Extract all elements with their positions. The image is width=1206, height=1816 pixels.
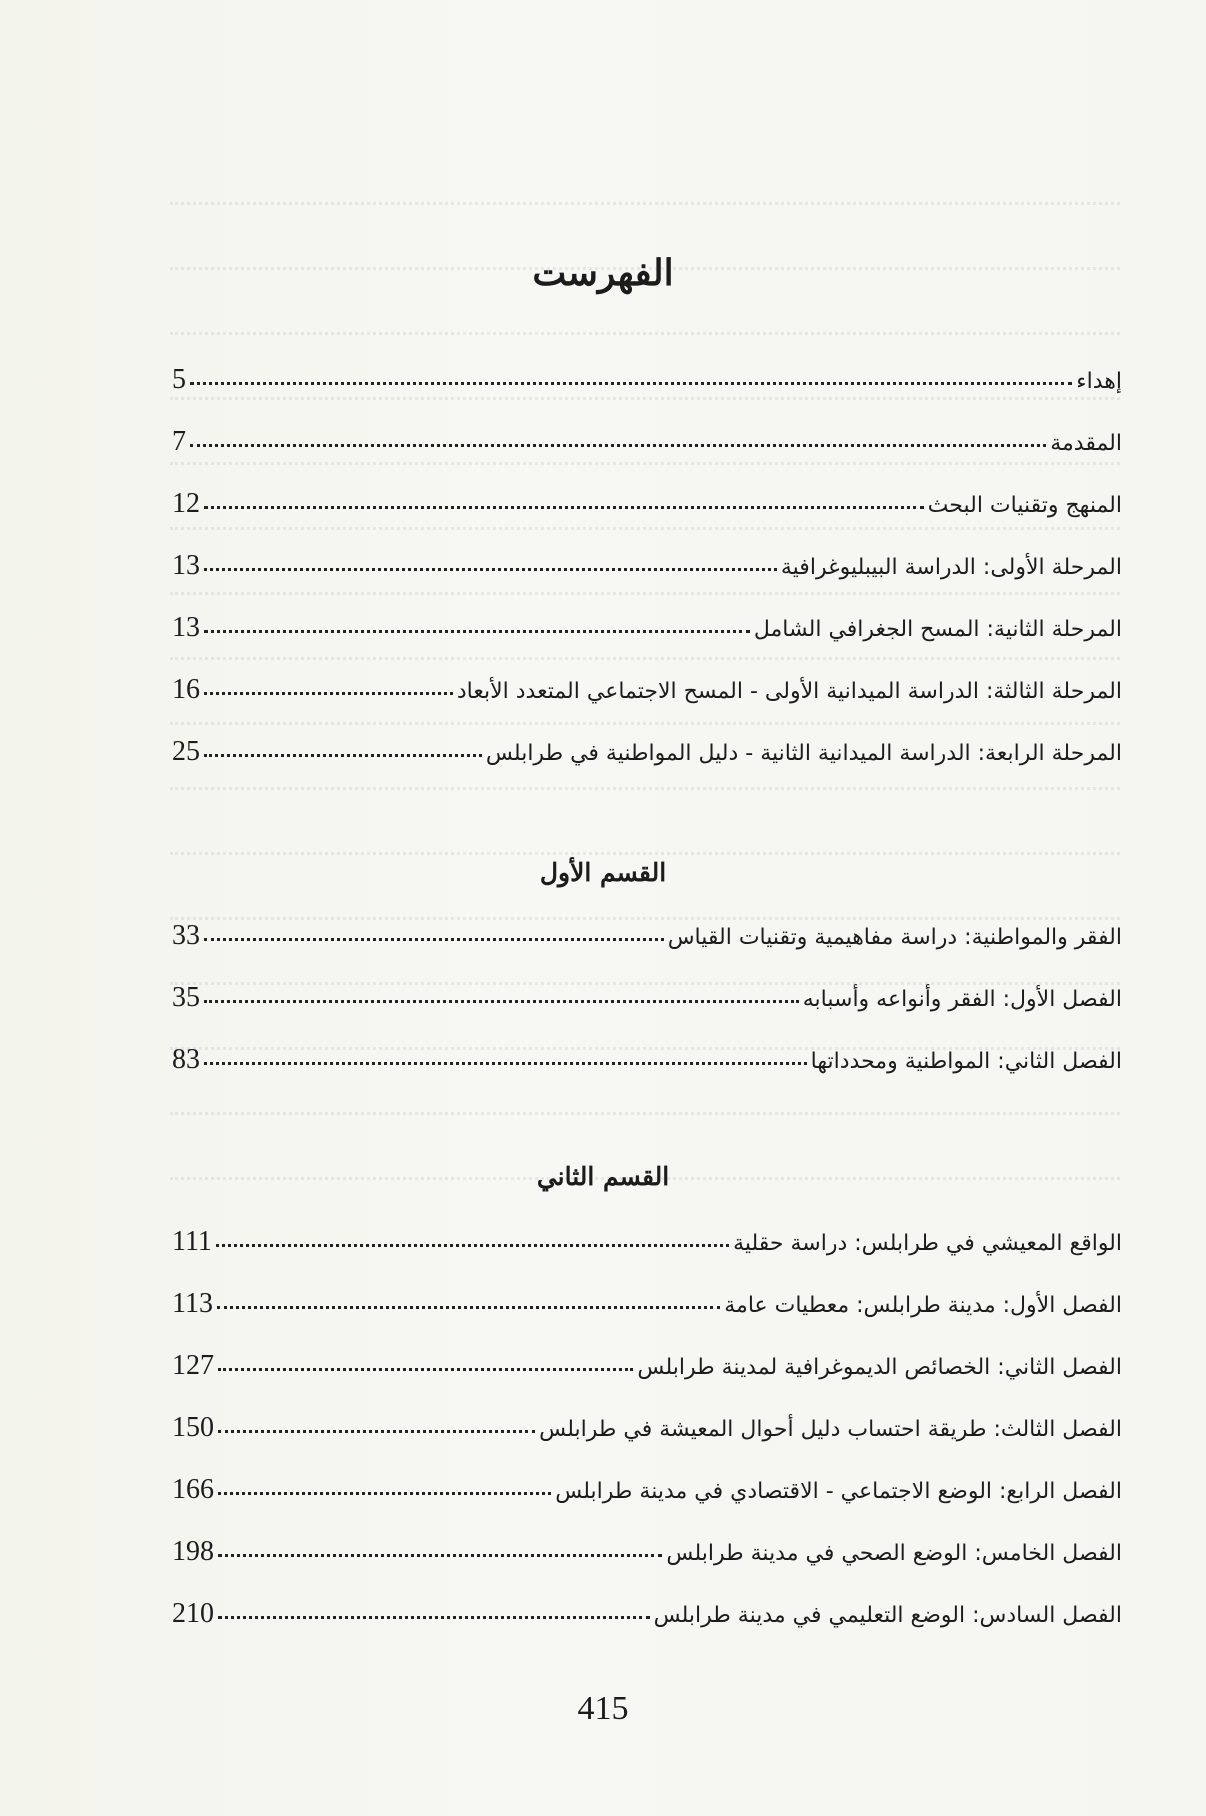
toc-entry-title: الفصل السادس: الوضع التعليمي في مدينة طرابلس <box>653 1603 1122 1628</box>
toc-entry-page: 25 <box>172 736 200 767</box>
toc-entry-page: 83 <box>172 1044 200 1075</box>
toc-entry-page: 198 <box>172 1536 214 1567</box>
toc-entry-title: المقدمة <box>1050 431 1122 456</box>
toc-entry <box>172 1536 1122 1598</box>
toc-entry-title: الواقع المعيشي في طرابلس: دراسة حقلية <box>733 1231 1122 1256</box>
dot-leader <box>190 444 1046 447</box>
toc-entry-page: 111 <box>172 1226 212 1257</box>
toc-entry-title: الفصل الأول: الفقر وأنواعه وأسبابه <box>802 987 1122 1012</box>
toc-entry-title: الفصل الأول: مدينة طرابلس: معطيات عامة <box>724 1293 1122 1318</box>
toc-entry-page: 166 <box>172 1474 214 1505</box>
toc-entry-title: الفقر والمواطنية: دراسة مفاهيمية وتقنيات القياس <box>667 925 1122 950</box>
toc-entry-title: المرحلة الرابعة: الدراسة الميدانية الثانية - دليل المواطنية في طرابلس <box>485 741 1122 766</box>
dot-leader <box>204 754 482 757</box>
dot-leader <box>218 1616 650 1619</box>
dot-leader <box>204 568 777 571</box>
toc-entry <box>172 982 1122 1044</box>
toc-entry <box>172 1044 1122 1106</box>
part2-heading: القسم الثاني <box>536 1162 670 1191</box>
toc-part1-list <box>172 920 1122 1106</box>
toc-entry <box>172 426 1122 488</box>
toc-intro-list <box>172 364 1122 798</box>
toc-entry-page: 210 <box>172 1598 214 1629</box>
toc-part2-list <box>172 1226 1122 1660</box>
dot-leader <box>204 630 750 633</box>
toc-entry-page: 13 <box>172 612 200 643</box>
dot-leader <box>218 1554 662 1557</box>
dot-leader <box>190 382 1072 385</box>
dot-leader <box>204 1062 807 1065</box>
dot-leader <box>218 1492 551 1495</box>
toc-entry-page: 12 <box>172 488 200 519</box>
toc-entry-page: 113 <box>172 1288 213 1319</box>
toc-entry-page: 33 <box>172 920 200 951</box>
dot-leader <box>204 1000 799 1003</box>
toc-entry-page: 7 <box>172 426 186 457</box>
part1-heading: القسم الأول <box>539 858 667 887</box>
toc-entry-page: 127 <box>172 1350 214 1381</box>
toc-entry-title: الفصل الثاني: الخصائص الديموغرافية لمدينة طرابلس <box>637 1355 1122 1380</box>
toc-entry <box>172 364 1122 426</box>
page-title: الفهرست <box>532 252 674 294</box>
toc-entry-title: الفصل الخامس: الوضع الصحي في مدينة طرابلس <box>666 1541 1122 1566</box>
toc-entry <box>172 488 1122 550</box>
toc-entry <box>172 1226 1122 1288</box>
toc-entry <box>172 1412 1122 1474</box>
toc-entry-page: 16 <box>172 674 200 705</box>
dot-leader <box>218 1368 633 1371</box>
toc-entry <box>172 674 1122 736</box>
toc-entry-title: الفصل الرابع: الوضع الاجتماعي - الاقتصادي في مدينة طرابلس <box>555 1479 1122 1504</box>
toc-entry <box>172 550 1122 612</box>
toc-entry-title: المرحلة الثانية: المسح الجغرافي الشامل <box>753 617 1122 642</box>
toc-entry-title: المنهج وتقنيات البحث <box>927 493 1122 518</box>
toc-entry-title: الفصل الثاني: المواطنية ومحدداتها <box>810 1049 1122 1074</box>
page-number: 415 <box>577 1690 629 1727</box>
dot-leader <box>218 1430 535 1433</box>
toc-entry <box>172 1598 1122 1660</box>
dot-leader <box>216 1244 729 1247</box>
dot-leader <box>204 506 924 509</box>
dot-leader <box>204 692 453 695</box>
toc-entry-page: 35 <box>172 982 200 1013</box>
toc-entry-title: الفصل الثالث: طريقة احتساب دليل أحوال المعيشة في طرابلس <box>539 1417 1122 1442</box>
toc-entry-title: إهداء <box>1076 369 1122 394</box>
toc-entry-page: 13 <box>172 550 200 581</box>
toc-entry <box>172 1474 1122 1536</box>
toc-entry-title: المرحلة الثالثة: الدراسة الميدانية الأولى - المسح الاجتماعي المتعدد الأبعاد <box>456 679 1122 704</box>
toc-entry <box>172 612 1122 674</box>
dot-leader <box>204 938 664 941</box>
toc-entry-page: 150 <box>172 1412 214 1443</box>
toc-entry <box>172 920 1122 982</box>
dot-leader <box>217 1306 720 1309</box>
toc-entry <box>172 1350 1122 1412</box>
toc-entry-title: المرحلة الأولى: الدراسة البيبليوغرافية <box>780 555 1122 580</box>
toc-entry <box>172 736 1122 798</box>
toc-entry <box>172 1288 1122 1350</box>
toc-entry-page: 5 <box>172 364 186 395</box>
